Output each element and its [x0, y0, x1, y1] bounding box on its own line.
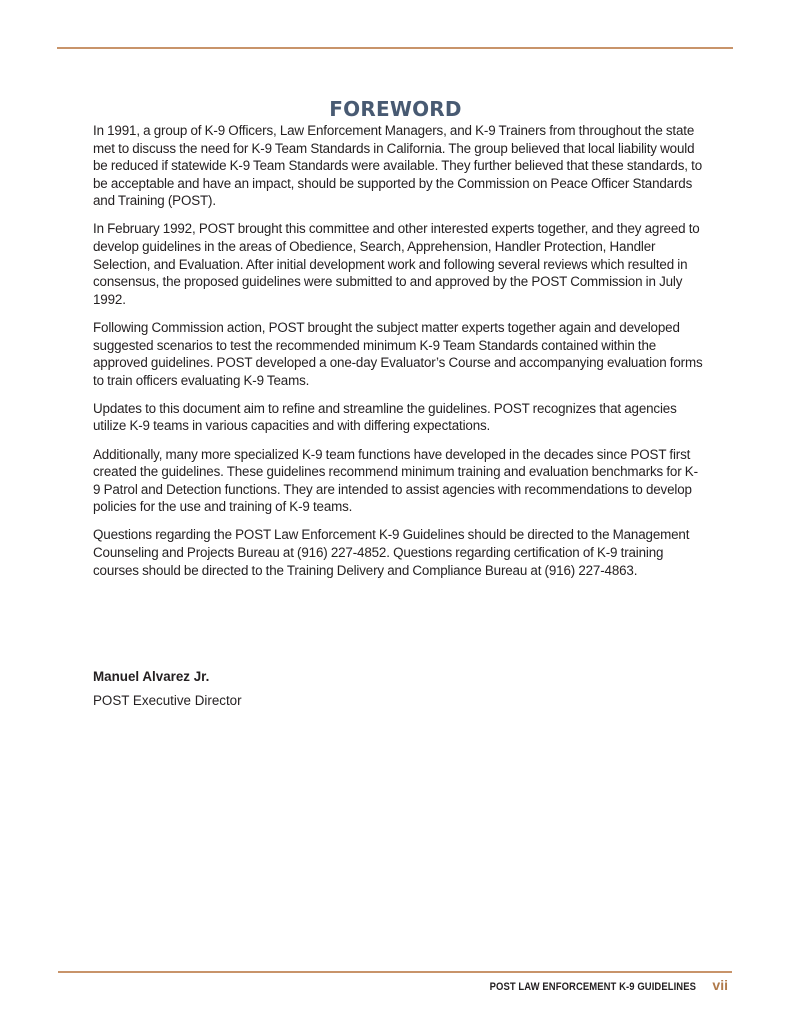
- foreword-body: [93, 122, 705, 590]
- paragraph-2: In February 1992, POST brought this committee and other interested experts together, and they agreed to develop guidelines in the areas of Obedience, Search, Apprehension, Handler Protection, Handler Selection, and Evaluation. After initial development work and following several reviews which resulted in consensus, the proposed guidelines were submitted to and approved by the POST Commission in July 1992.: [93, 221, 700, 307]
- header-rule: [57, 47, 733, 49]
- page-title: FOREWORD: [329, 97, 462, 122]
- paragraph-6: Questions regarding the POST Law Enforcement K-9 Guidelines should be directed to the Management Counseling and Projects Bureau at (916) 227-4852. Questions regarding certification of K-9 training courses should be directed to the Training Delivery and Compliance Bureau at (916) 227-4863.: [93, 527, 690, 578]
- footer-rule: [58, 971, 732, 973]
- footer-document-title: POST LAW ENFORCEMENT K-9 GUIDELINES: [490, 981, 697, 993]
- paragraph-3: Following Commission action, POST brought the subject matter experts together again and developed suggested scenarios to test the recommended minimum K-9 Team Standards contained within the approved guidelines. POST developed a one-day Evaluator’s Course and accompanying evaluation forms to train officers evaluating K-9 Teams.: [93, 319, 703, 388]
- page-number: vii: [712, 977, 728, 993]
- paragraph-5: Additionally, many more specialized K-9 team functions have developed in the decades since POST first created the guidelines. These guidelines recommend minimum training and evaluation benchmarks for K-9 Patrol and Detection functions. They are intended to assist agencies with recommendations to develop policies for the use and training of K-9 teams.: [93, 446, 698, 515]
- paragraph-1: In 1991, a group of K-9 Officers, Law Enforcement Managers, and K-9 Trainers from throughout the state met to discuss the need for K-9 Team Standards in California. The group believed that local liability would be reduced if statewide K-9 Team Standards were available. They further believed that these standards, to be acceptable and have an impact, should be supported by the Commission on Peace Officer Standards and Training (POST).: [93, 123, 702, 209]
- signatory-role: POST Executive Director: [93, 692, 242, 708]
- page-footer: [456, 977, 728, 993]
- paragraph-4: Updates to this document aim to refine and streamline the guidelines. POST recognizes that agencies utilize K-9 teams in various capacities and with differing expectations.: [93, 400, 677, 434]
- signatory-name: Manuel Alvarez Jr.: [93, 669, 210, 684]
- signature-block: [93, 668, 242, 709]
